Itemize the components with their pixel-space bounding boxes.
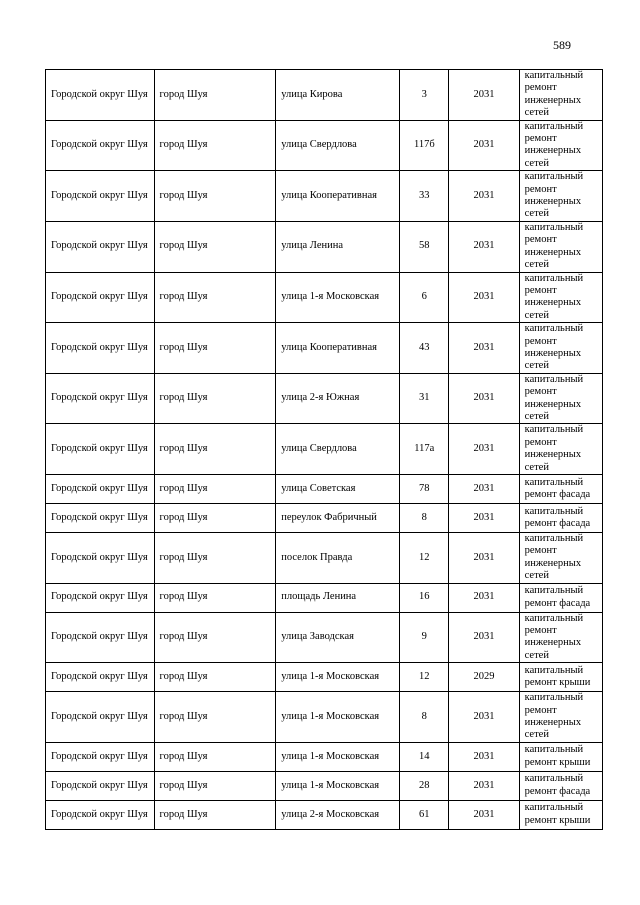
- settlement-cell: город Шуя: [154, 800, 276, 829]
- table-row: [46, 533, 603, 584]
- house-number-cell: 43: [400, 323, 449, 374]
- municipality-cell: Городской округ Шуя: [46, 504, 155, 533]
- table-row: [46, 373, 603, 424]
- year-cell: 2029: [449, 663, 519, 692]
- work-type-cell: капитальный ремонт инженерных сетей: [519, 424, 602, 475]
- year-cell: 2031: [449, 424, 519, 475]
- municipality-cell: Городской округ Шуя: [46, 663, 155, 692]
- page-number: 589: [553, 38, 571, 52]
- house-number-cell: 14: [400, 742, 449, 771]
- street-cell: улица Заводская: [276, 612, 400, 663]
- settlement-cell: город Шуя: [154, 272, 276, 323]
- work-type-cell: капитальный ремонт инженерных сетей: [519, 70, 602, 121]
- year-cell: 2031: [449, 742, 519, 771]
- street-cell: улица Ленина: [276, 221, 400, 272]
- house-number-cell: 61: [400, 800, 449, 829]
- municipality-cell: Городской округ Шуя: [46, 373, 155, 424]
- settlement-cell: город Шуя: [154, 612, 276, 663]
- work-type-cell: капитальный ремонт инженерных сетей: [519, 373, 602, 424]
- street-cell: улица 1-я Московская: [276, 272, 400, 323]
- municipality-cell: Городской округ Шуя: [46, 771, 155, 800]
- house-number-cell: 8: [400, 504, 449, 533]
- table-row: [46, 221, 603, 272]
- table-row: [46, 171, 603, 222]
- table-row: [46, 475, 603, 504]
- settlement-cell: город Шуя: [154, 663, 276, 692]
- table-row: [46, 272, 603, 323]
- street-cell: поселок Правда: [276, 533, 400, 584]
- settlement-cell: город Шуя: [154, 504, 276, 533]
- work-type-cell: капитальный ремонт инженерных сетей: [519, 692, 602, 743]
- settlement-cell: город Шуя: [154, 533, 276, 584]
- table-row: [46, 663, 603, 692]
- municipality-cell: Городской округ Шуя: [46, 120, 155, 171]
- street-cell: улица Свердлова: [276, 424, 400, 475]
- year-cell: 2031: [449, 272, 519, 323]
- table-row: [46, 424, 603, 475]
- table-row: [46, 612, 603, 663]
- house-number-cell: 6: [400, 272, 449, 323]
- municipality-cell: Городской округ Шуя: [46, 800, 155, 829]
- house-number-cell: 12: [400, 663, 449, 692]
- street-cell: улица 2-я Южная: [276, 373, 400, 424]
- year-cell: 2031: [449, 533, 519, 584]
- settlement-cell: город Шуя: [154, 70, 276, 121]
- municipality-cell: Городской округ Шуя: [46, 70, 155, 121]
- municipality-cell: Городской округ Шуя: [46, 583, 155, 612]
- year-cell: 2031: [449, 692, 519, 743]
- street-cell: улица Кооперативная: [276, 171, 400, 222]
- year-cell: 2031: [449, 221, 519, 272]
- house-number-cell: 16: [400, 583, 449, 612]
- settlement-cell: город Шуя: [154, 221, 276, 272]
- table-row: [46, 504, 603, 533]
- work-type-cell: капитальный ремонт фасада: [519, 475, 602, 504]
- street-cell: улица Свердлова: [276, 120, 400, 171]
- year-cell: 2031: [449, 771, 519, 800]
- street-cell: улица Кирова: [276, 70, 400, 121]
- work-type-cell: капитальный ремонт фасада: [519, 583, 602, 612]
- work-type-cell: капитальный ремонт крыши: [519, 742, 602, 771]
- street-cell: улица 1-я Московская: [276, 742, 400, 771]
- table-row: [46, 742, 603, 771]
- table-row: [46, 70, 603, 121]
- table-row: [46, 583, 603, 612]
- house-number-cell: 9: [400, 612, 449, 663]
- table-row: [46, 800, 603, 829]
- municipality-cell: Городской округ Шуя: [46, 272, 155, 323]
- work-type-cell: капитальный ремонт инженерных сетей: [519, 120, 602, 171]
- street-cell: улица Советская: [276, 475, 400, 504]
- street-cell: площадь Ленина: [276, 583, 400, 612]
- house-number-cell: 117а: [400, 424, 449, 475]
- work-type-cell: капитальный ремонт инженерных сетей: [519, 221, 602, 272]
- municipality-cell: Городской округ Шуя: [46, 424, 155, 475]
- street-cell: улица 1-я Московская: [276, 663, 400, 692]
- municipality-cell: Городской округ Шуя: [46, 171, 155, 222]
- year-cell: 2031: [449, 70, 519, 121]
- street-cell: улица Кооперативная: [276, 323, 400, 374]
- municipality-cell: Городской округ Шуя: [46, 612, 155, 663]
- municipality-cell: Городской округ Шуя: [46, 221, 155, 272]
- table-row: [46, 120, 603, 171]
- table-body: [46, 70, 603, 830]
- table-row: [46, 771, 603, 800]
- work-type-cell: капитальный ремонт крыши: [519, 800, 602, 829]
- housing-repair-table: [45, 69, 603, 830]
- work-type-cell: капитальный ремонт инженерных сетей: [519, 323, 602, 374]
- street-cell: переулок Фабричный: [276, 504, 400, 533]
- year-cell: 2031: [449, 612, 519, 663]
- settlement-cell: город Шуя: [154, 742, 276, 771]
- year-cell: 2031: [449, 475, 519, 504]
- municipality-cell: Городской округ Шуя: [46, 742, 155, 771]
- year-cell: 2031: [449, 373, 519, 424]
- work-type-cell: капитальный ремонт инженерных сетей: [519, 171, 602, 222]
- work-type-cell: капитальный ремонт инженерных сетей: [519, 533, 602, 584]
- settlement-cell: город Шуя: [154, 692, 276, 743]
- year-cell: 2031: [449, 120, 519, 171]
- house-number-cell: 31: [400, 373, 449, 424]
- street-cell: улица 1-я Московская: [276, 692, 400, 743]
- house-number-cell: 28: [400, 771, 449, 800]
- house-number-cell: 8: [400, 692, 449, 743]
- work-type-cell: капитальный ремонт фасада: [519, 504, 602, 533]
- work-type-cell: капитальный ремонт фасада: [519, 771, 602, 800]
- house-number-cell: 3: [400, 70, 449, 121]
- work-type-cell: капитальный ремонт инженерных сетей: [519, 612, 602, 663]
- settlement-cell: город Шуя: [154, 323, 276, 374]
- work-type-cell: капитальный ремонт инженерных сетей: [519, 272, 602, 323]
- house-number-cell: 12: [400, 533, 449, 584]
- table-row: [46, 692, 603, 743]
- settlement-cell: город Шуя: [154, 583, 276, 612]
- settlement-cell: город Шуя: [154, 171, 276, 222]
- house-number-cell: 58: [400, 221, 449, 272]
- municipality-cell: Городской округ Шуя: [46, 475, 155, 504]
- year-cell: 2031: [449, 800, 519, 829]
- settlement-cell: город Шуя: [154, 120, 276, 171]
- municipality-cell: Городской округ Шуя: [46, 692, 155, 743]
- settlement-cell: город Шуя: [154, 424, 276, 475]
- settlement-cell: город Шуя: [154, 373, 276, 424]
- municipality-cell: Городской округ Шуя: [46, 323, 155, 374]
- settlement-cell: город Шуя: [154, 771, 276, 800]
- house-number-cell: 78: [400, 475, 449, 504]
- year-cell: 2031: [449, 504, 519, 533]
- table-row: [46, 323, 603, 374]
- house-number-cell: 33: [400, 171, 449, 222]
- work-type-cell: капитальный ремонт крыши: [519, 663, 602, 692]
- year-cell: 2031: [449, 583, 519, 612]
- year-cell: 2031: [449, 171, 519, 222]
- house-number-cell: 117б: [400, 120, 449, 171]
- year-cell: 2031: [449, 323, 519, 374]
- settlement-cell: город Шуя: [154, 475, 276, 504]
- street-cell: улица 2-я Московская: [276, 800, 400, 829]
- street-cell: улица 1-я Московская: [276, 771, 400, 800]
- municipality-cell: Городской округ Шуя: [46, 533, 155, 584]
